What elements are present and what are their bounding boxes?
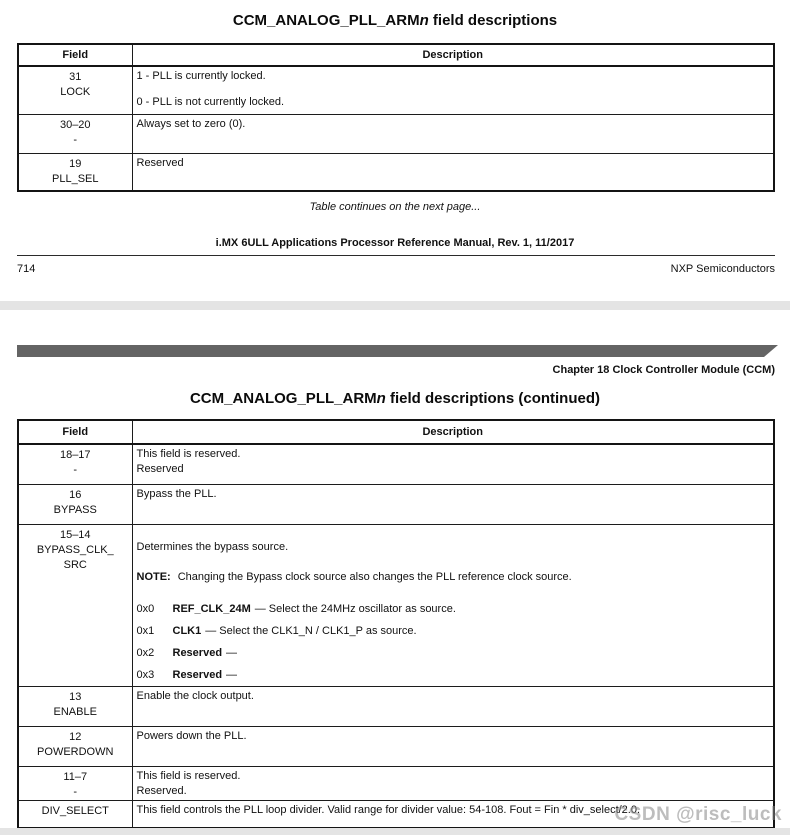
value-text: — <box>226 668 238 681</box>
value-name: Reserved <box>172 646 223 659</box>
title-suffix: field descriptions <box>428 12 558 29</box>
desc-line: Reserved <box>136 156 184 169</box>
field-bits: 12 <box>69 730 82 743</box>
field-bits: 15–14 <box>59 528 91 541</box>
note-label: NOTE: <box>136 570 171 583</box>
field-name: BYPASS <box>53 503 97 516</box>
value-name: REF_CLK_24M <box>172 602 251 615</box>
table-row <box>18 66 774 114</box>
desc-line: Powers down the PLL. <box>136 729 247 742</box>
field-name: - <box>73 785 78 798</box>
field-bits: 11–7 <box>63 770 88 783</box>
value-code: 0x1 <box>136 624 155 637</box>
field-name: LOCK <box>60 86 91 98</box>
description-cell <box>132 444 774 484</box>
value-text: — Select the CLK1_N / CLK1_P as source. <box>205 624 417 637</box>
table-row <box>18 524 774 686</box>
value-text: — <box>226 646 238 659</box>
title-italic-n: n <box>419 12 429 29</box>
field-cell <box>18 66 132 114</box>
description-cell <box>132 484 774 524</box>
csdn-watermark: CSDN @risc_luck <box>614 804 782 825</box>
footer-publisher: NXP Semiconductors <box>670 263 775 275</box>
bottom-edge-band <box>0 828 790 835</box>
title-suffix: field descriptions (continued) <box>385 390 601 407</box>
description-cell <box>132 726 774 766</box>
table-row <box>18 114 774 153</box>
desc-line: This field is reserved. <box>136 448 241 460</box>
desc-line: This field is reserved. <box>136 769 241 782</box>
field-name: - <box>73 464 78 476</box>
field-cell <box>18 114 132 153</box>
field-cell <box>18 766 132 800</box>
page-title <box>0 12 790 29</box>
field-name: POWERDOWN <box>37 745 114 758</box>
desc-line: This field controls the PLL loop divider. Valid range for divider value: 54-108. Fout = Fin * div_select/2.0. <box>136 803 641 816</box>
table-row <box>18 726 774 766</box>
note-line <box>137 570 770 585</box>
chapter-header-bar <box>17 345 778 357</box>
value-name: Reserved <box>172 668 223 681</box>
page-title-continued <box>0 390 790 407</box>
field-cell <box>18 444 132 484</box>
column-header-description: Description <box>132 44 774 66</box>
field-descriptions-table-page2 <box>17 419 775 829</box>
chapter-heading: Chapter 18 Clock Controller Module (CCM) <box>552 364 775 376</box>
value-definitions <box>137 598 770 686</box>
footer-manual-title: i.MX 6ULL Applications Processor Reference Manual, Rev. 1, 11/2017 <box>215 237 575 249</box>
table-continuation-note: Table continues on the next page... <box>309 201 481 213</box>
value-definition <box>137 664 770 686</box>
table-row <box>18 686 774 726</box>
field-bits: 31 <box>69 71 82 83</box>
value-code: 0x3 <box>136 668 155 681</box>
field-name: PLL_SEL <box>52 172 99 185</box>
desc-line: Determines the bypass source. <box>136 540 289 553</box>
desc-line: 0 - PLL is not currently locked. <box>136 96 285 108</box>
table-row <box>18 444 774 484</box>
field-cell <box>18 726 132 766</box>
description-cell <box>132 153 774 191</box>
value-definition <box>137 642 770 664</box>
field-cell <box>18 686 132 726</box>
value-definition <box>137 620 770 642</box>
field-bits: 16 <box>69 488 82 501</box>
field-cell <box>18 524 132 686</box>
value-name: CLK1 <box>172 624 202 637</box>
field-cell <box>18 153 132 191</box>
table-row <box>18 800 774 828</box>
description-cell <box>132 66 774 114</box>
desc-line: Reserved <box>136 463 184 475</box>
value-text: — Select the 24MHz oscillator as source. <box>254 602 456 615</box>
field-bits: 18–17 <box>59 449 91 461</box>
field-name: - <box>73 133 78 146</box>
desc-line: Enable the clock output. <box>136 689 254 702</box>
description-cell <box>132 114 774 153</box>
field-name: BYPASS_CLK_ <box>36 543 114 556</box>
field-cell <box>18 484 132 524</box>
field-bits: DIV_SELECT <box>41 804 109 817</box>
page-gap-band <box>0 301 790 310</box>
column-header-field: Field <box>18 420 132 444</box>
footer-rule <box>17 255 775 256</box>
table-header-row <box>18 420 774 444</box>
column-header-field: Field <box>18 44 132 66</box>
title-prefix: CCM_ANALOG_PLL_ARM <box>189 390 377 407</box>
table-row <box>18 766 774 800</box>
desc-line: Always set to zero (0). <box>136 117 246 130</box>
note-text: Changing the Bypass clock source also changes the PLL reference clock source. <box>177 570 572 583</box>
field-name: SRC <box>63 558 87 571</box>
description-cell <box>132 800 774 828</box>
description-cell <box>132 766 774 800</box>
table-row <box>18 153 774 191</box>
desc-line: 1 - PLL is currently locked. <box>136 70 266 82</box>
value-code: 0x0 <box>136 602 155 615</box>
field-cell <box>18 800 132 828</box>
footer-page-number: 714 <box>17 263 36 275</box>
title-prefix: CCM_ANALOG_PLL_ARM <box>232 12 420 29</box>
desc-line: Bypass the PLL. <box>136 487 217 500</box>
description-cell <box>132 686 774 726</box>
description-cell <box>132 524 774 686</box>
value-definition <box>137 598 770 620</box>
field-descriptions-table-page1 <box>17 43 775 192</box>
value-code: 0x2 <box>136 646 155 659</box>
table-row <box>18 484 774 524</box>
table-header-row <box>18 44 774 66</box>
desc-line: Reserved. <box>136 784 187 797</box>
field-bits: 19 <box>69 157 82 170</box>
title-italic-n: n <box>376 390 386 407</box>
column-header-description: Description <box>132 420 774 444</box>
field-bits: 13 <box>69 690 82 703</box>
field-name: ENABLE <box>53 705 97 718</box>
field-bits: 30–20 <box>59 118 91 131</box>
